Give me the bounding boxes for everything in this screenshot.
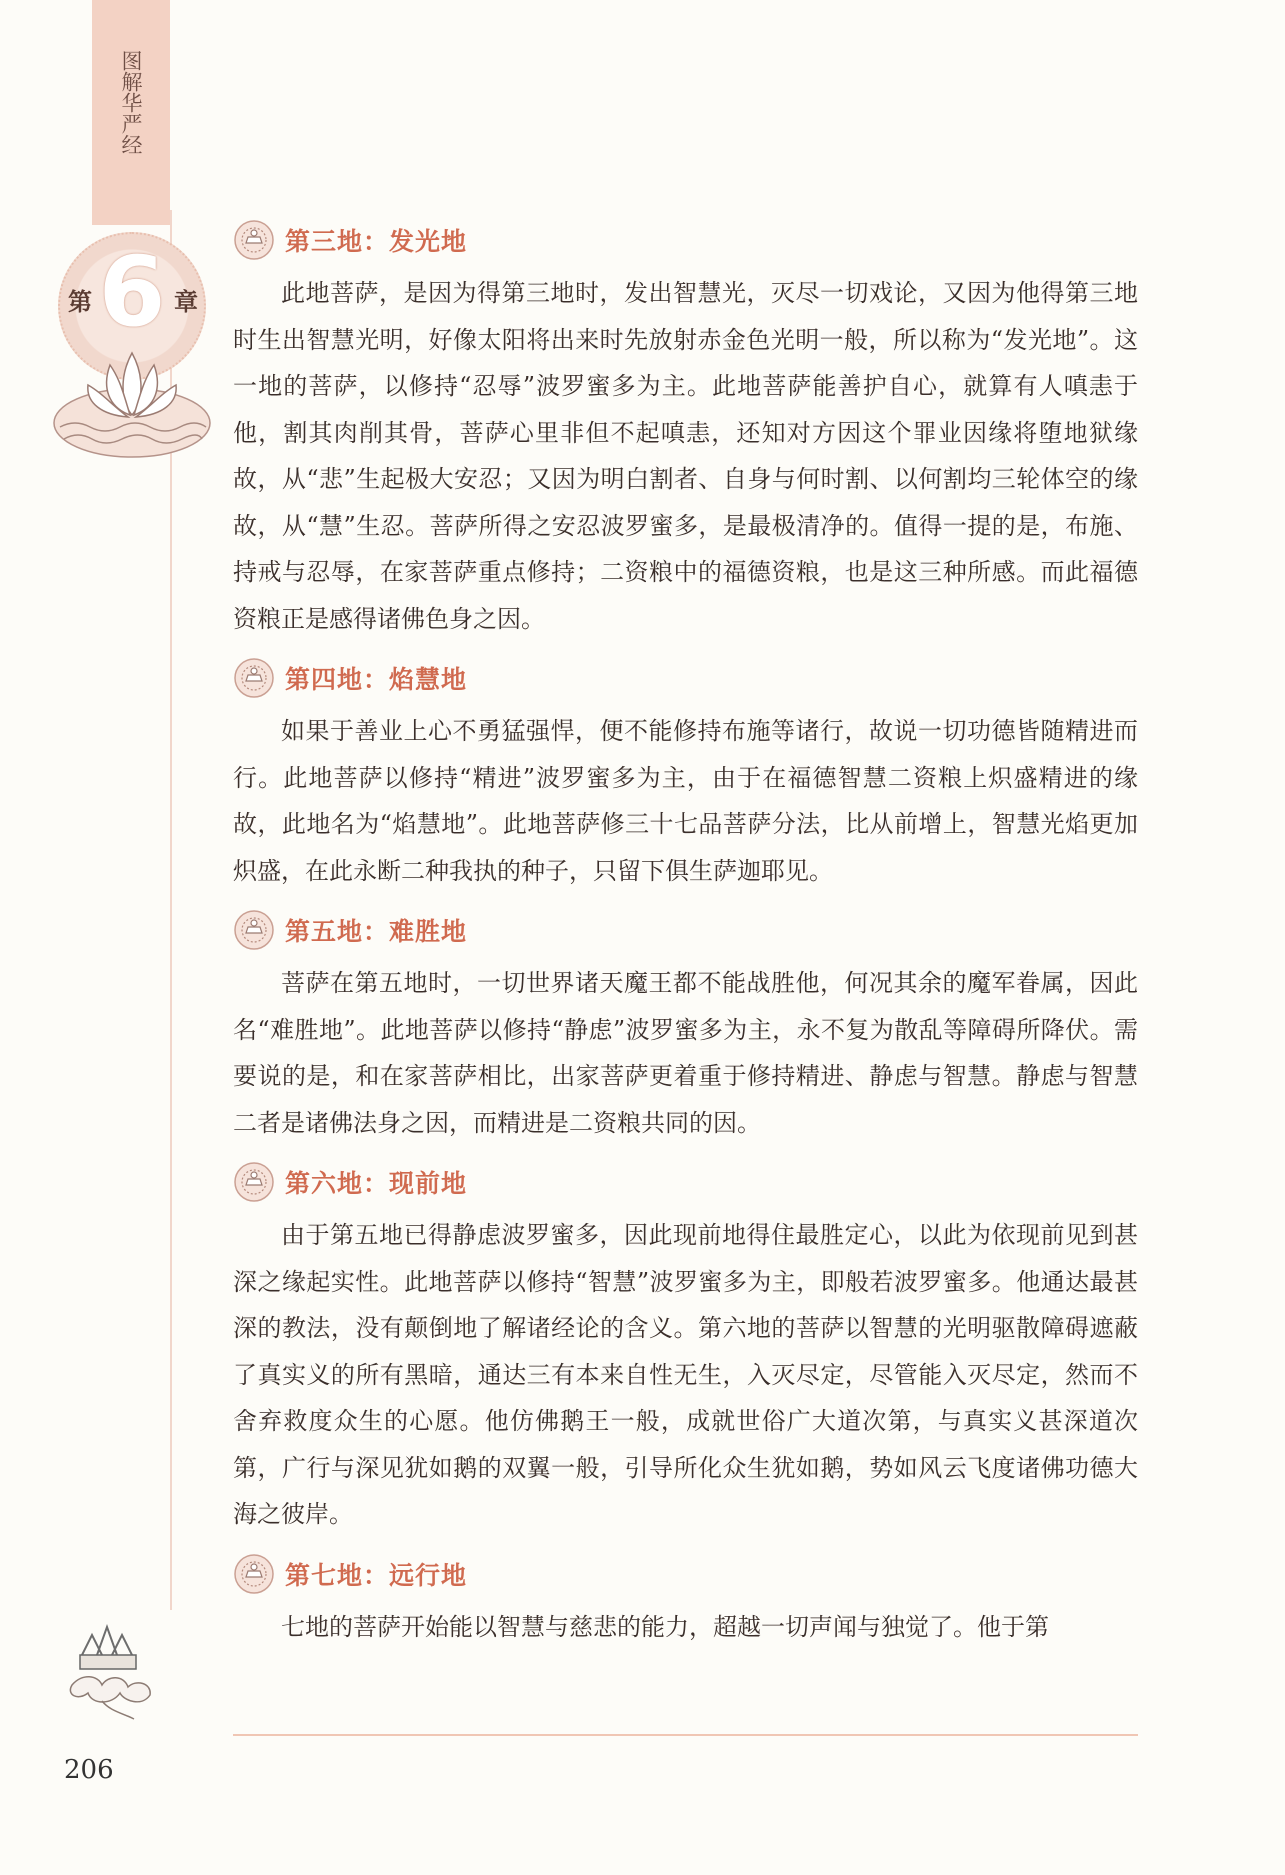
running-title-char: 华 xyxy=(119,92,143,113)
section-title: 第三地：发光地 xyxy=(285,227,468,256)
section-sixth-ground xyxy=(233,1160,1138,1538)
section-paragraph: 菩萨在第五地时，一切世界诸天魔王都不能战胜他，何况其余的魔军眷属，因此名“难胜地”。此地菩萨以修持“静虑”波罗蜜多为主，永不复为散乱等障碍所降伏。需要说的是，和在家菩萨相比，出家菩萨更着重于修持精进、静虑与智慧。静虑与智慧二者是诸佛法身之因，而精进是二资粮共同的因。 xyxy=(233,969,1138,1137)
lotus-icon xyxy=(50,335,215,465)
running-title xyxy=(92,50,170,210)
section-heading xyxy=(233,1552,1138,1596)
page-number: 206 xyxy=(64,1755,114,1785)
section-title: 第六地：现前地 xyxy=(285,1169,468,1198)
section-paragraph: 如果于善业上心不勇猛强悍，便不能修持布施等诸行，故说一切功德皆随精进而行。此地菩萨以修持“精进”波罗蜜多为主，由于在福德智慧二资粮上炽盛精进的缘故，此地名为“焰慧地”。此地菩萨修三十七品菩萨分法，比从前增上，智慧光焰更加炽盛，在此永断二种我执的种子，只留下俱生萨迦耶见。 xyxy=(233,717,1138,885)
dharma-wheel-icon xyxy=(233,657,275,699)
running-title-char: 图 xyxy=(119,50,143,71)
section-heading xyxy=(233,218,1138,262)
dharma-wheel-icon xyxy=(233,1553,275,1595)
section-title: 第四地：焰慧地 xyxy=(285,665,468,694)
section-fourth-ground xyxy=(233,656,1138,894)
main-content xyxy=(233,218,1138,1650)
section-title: 第七地：远行地 xyxy=(285,1560,468,1590)
section-paragraph: 此地菩萨，是因为得第三地时，发出智慧光，灭尽一切戏论，又因为他得第三地时生出智慧光明，好像太阳将出来时先放射赤金色光明一般，所以称为“发光地”。这一地的菩萨，以修持“忍辱”波罗蜜多为主。此地菩萨能善护自心，就算有人嗔恚于他，割其肉削其骨，菩萨心里非但不起嗔恚，还知对方因这个罪业因缘将堕地狱缘故，从“悲”生起极大安忍；又因为明白割者、自身与何时割、以何割均三轮体空的缘故，从“慧”生忍。菩萨所得之安忍波罗蜜多，是最极清净的。值得一提的是，布施、持戒与忍辱，在家菩萨重点修持；二资粮中的福德资粮，也是这三种所感。而此福德资粮正是感得诸佛色身之因。 xyxy=(233,279,1138,633)
chapter-number: 6 xyxy=(98,236,166,348)
section-heading xyxy=(233,908,1138,952)
dharma-wheel-icon xyxy=(233,909,275,951)
dharma-wheel-icon xyxy=(233,1161,275,1203)
chapter-prefix: 第 xyxy=(68,288,92,316)
running-title-char: 解 xyxy=(119,71,143,92)
dharma-wheel-icon xyxy=(233,219,275,261)
running-title-char: 严 xyxy=(119,113,143,134)
section-title: 第五地：难胜地 xyxy=(285,917,468,946)
section-heading xyxy=(233,1160,1138,1204)
section-fifth-ground xyxy=(233,908,1138,1146)
section-paragraph: 由于第五地已得静虑波罗蜜多，因此现前地得住最胜定心，以此为依现前见到甚深之缘起实性。此地菩萨以修持“智慧”波罗蜜多为主，即般若波罗蜜多。他通达最甚深的教法，没有颠倒地了解诸经论的含义。第六地的菩萨以智慧的光明驱散障碍遮蔽了真实义的所有黑暗，通达三有本来自性无生，入灭尽定，尽管能入灭尽定，然而不舍弃救度众生的心愿。他仿佛鹅王一般，成就世俗广大道次第，与真实义甚深道次第，广行与深见犹如鹅的双翼一般，引导所化众生犹如鹅，势如风云飞度诸佛功德大海之彼岸。 xyxy=(233,1221,1138,1528)
section-heading xyxy=(233,656,1138,700)
running-title-char: 经 xyxy=(119,134,143,155)
temple-cloud-ornament-icon xyxy=(62,1615,162,1725)
section-seventh-ground xyxy=(233,1552,1138,1651)
footer-rule xyxy=(233,1734,1138,1736)
section-third-ground xyxy=(233,218,1138,642)
chapter-suffix: 章 xyxy=(174,288,198,316)
section-paragraph: 七地的菩萨开始能以智慧与慈悲的能力，超越一切声闻与独觉了。他于第 xyxy=(281,1612,1049,1641)
